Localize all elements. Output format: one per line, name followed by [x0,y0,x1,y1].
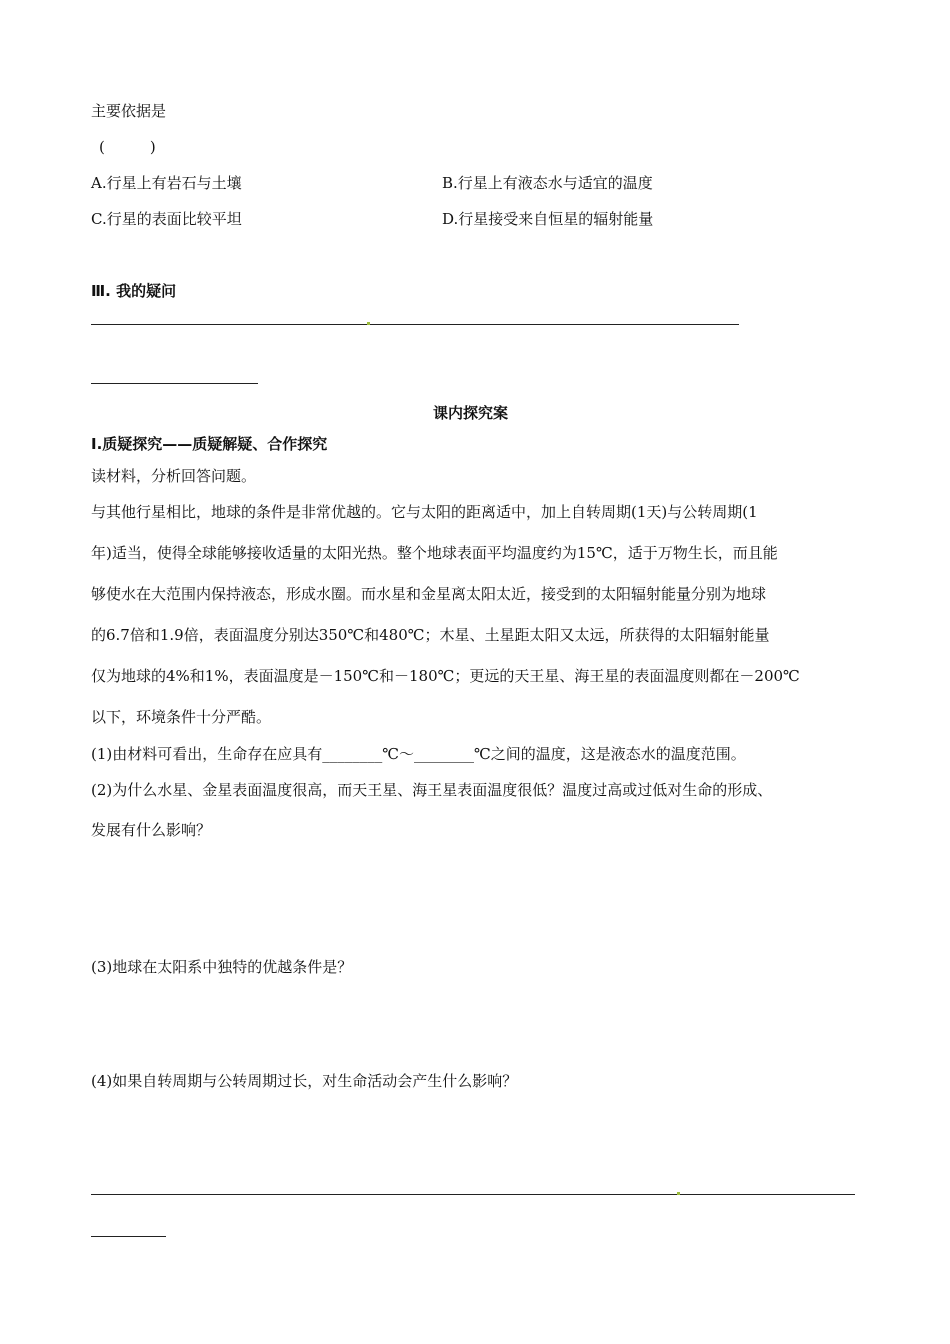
question-2-line-1: (2)为什么水星、金星表面温度很高，而天王星、海王星表面温度很低？温度过高或过低对生命的形成、 [91,781,773,799]
answer-line-2 [91,383,258,384]
question-2-line-2: 发展有什么影响？ [91,821,212,839]
question-stem-tail: 主要依据是 [91,102,167,120]
section-1-heading: Ⅰ.质疑探究——质疑解疑、合作探究 [91,435,328,453]
material-line: 够使水在大范围内保持液态，形成水圈。而水星和金星离太阳太近，接受到的太阳辐射能量分别为地球 [91,585,767,603]
question-1: (1)由材料可看出，生命存在应具有________℃～________℃之间的温度，这是液态水的温度范围。 [91,745,746,763]
option-b: B.行星上有液态水与适宜的温度 [442,174,653,192]
inclass-title: 课内探究案 [433,404,509,422]
answer-line-3 [91,1194,855,1195]
answer-line-1 [91,324,739,325]
material-line: 仅为地球的4%和1%，表面温度是－150℃和－180℃；更远的天王星、海王星的表面温度则都在－200℃ [91,667,800,685]
option-c: C.行星的表面比较平坦 [91,210,242,228]
material-line: 以下，环境条件十分严酷。 [91,708,272,726]
answer-line-4 [91,1236,166,1237]
question-3: (3)地球在太阳系中独特的优越条件是？ [91,958,353,976]
line-marker-dot [367,322,370,325]
instruction-text: 读材料，分析回答问题。 [91,467,257,485]
material-line: 与其他行星相比，地球的条件是非常优越的。它与太阳的距离适中，加上自转周期(1天)与公转周期(1 [91,503,758,521]
section-3-heading: Ⅲ. 我的疑问 [91,282,177,300]
option-a: A.行星上有岩石与土壤 [91,174,242,192]
material-line: 的6.7倍和1.9倍，表面温度分别达350℃和480℃；木星、土星距太阳又太远，所获得的太阳辐射能量 [91,626,770,644]
line-marker-dot [677,1192,680,1195]
material-line: 年)适当，使得全球能够接收适量的太阳光热。整个地球表面平均温度约为15℃，适于万物生长，而且能 [91,544,778,562]
question-4: (4)如果自转周期与公转周期过长，对生命活动会产生什么影响？ [91,1072,518,1090]
answer-parentheses: ( ) [99,138,156,156]
option-d: D.行星接受来自恒星的辐射能量 [442,210,654,228]
